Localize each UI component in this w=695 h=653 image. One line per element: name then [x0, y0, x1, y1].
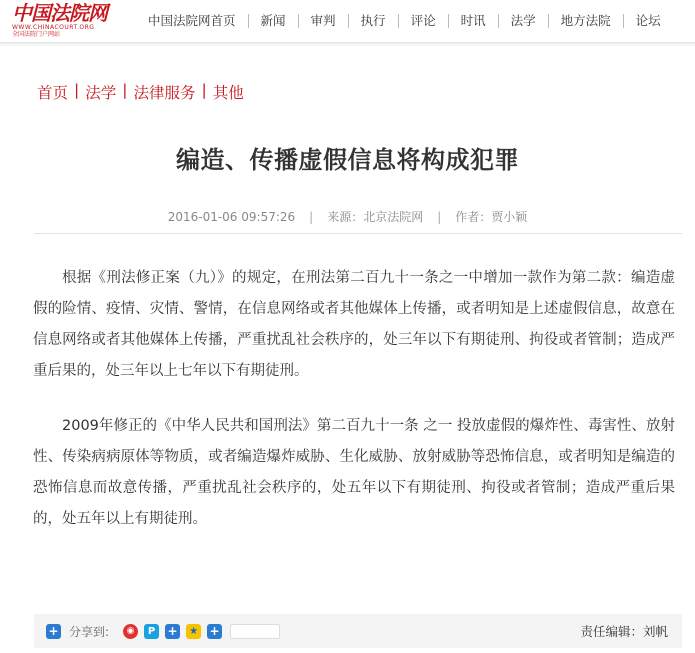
article-source: 来源：北京法院网: [327, 210, 424, 224]
article-paragraph: 根据《刑法修正案（九）》的规定，在刑法第二百九十一条之一中增加一款作为第二款：编造虚假的险情、疫情、灾情、警情，在信息网络或者其他媒体上传播，或者明知是上述虚假信息，故意在信息网络或者其他媒体上传播，严重扰乱社会秩序的，处三年以下有期徒刑、拘役或者管制；造成严重后果的，处三年以上七年以下有期徒刑。: [33, 270, 675, 379]
breadcrumb-separator: |: [201, 81, 207, 99]
logo-text: 中国法院网: [12, 1, 107, 25]
logo-url: WWW.CHINACOURT.ORG: [12, 24, 95, 31]
header-shadow: [0, 43, 695, 47]
nav-item-trial[interactable]: 审判: [310, 13, 336, 28]
article-footer: [34, 614, 682, 648]
nav-item-commentary[interactable]: 评论: [410, 13, 436, 28]
article-author: 作者：贾小颖: [455, 210, 528, 224]
nav-item-bulletin[interactable]: 时讯: [460, 13, 486, 28]
site-logo[interactable]: [12, 2, 108, 42]
nav-item-home[interactable]: 中国法院网首页: [148, 13, 236, 28]
breadcrumb-home[interactable]: 首页: [37, 84, 69, 102]
meta-divider: |: [437, 210, 442, 224]
article-body: [33, 263, 675, 559]
breadcrumb: [37, 81, 244, 103]
breadcrumb-other[interactable]: 其他: [212, 84, 244, 102]
nav-item-law[interactable]: 法学: [510, 13, 536, 28]
article-date: 2016-01-06 09:57:26: [167, 210, 296, 224]
share-add-icon[interactable]: +: [165, 624, 180, 639]
breadcrumb-separator: |: [74, 81, 80, 99]
top-bar: [0, 0, 695, 43]
nav-item-execution[interactable]: 执行: [360, 13, 386, 28]
article-meta: [0, 208, 695, 225]
nav-item-local-courts[interactable]: 地方法院: [560, 13, 611, 28]
responsible-editor: 责任编辑：刘帆: [580, 624, 668, 639]
share-count-box: [230, 624, 280, 639]
article-title: 编造、传播虚假信息将构成犯罪: [176, 146, 519, 174]
nav-item-news[interactable]: 新闻: [260, 13, 286, 28]
logo-subtitle: 全国法院门户网站: [12, 31, 61, 38]
breadcrumb-law[interactable]: 法学: [85, 84, 117, 102]
title-divider: [34, 233, 682, 234]
article-paragraph: 2009年修正的《中华人民共和国刑法》第二百九十一条 之一 投放虚假的爆炸性、毒害性、放射性、传染病病原体等物质，或者编造爆炸威胁、生化威胁、放射威胁等恐怖信息，或者明知是编造的恐怖信息而故意传播，严重扰乱社会秩序的，处五年以下有期徒刑、拘役或者管制；造成严重后果的，处五年以上有期徒刑。: [33, 418, 675, 527]
weibo-icon[interactable]: ◉: [123, 624, 138, 639]
meta-divider: |: [309, 210, 314, 224]
nav-item-forum[interactable]: 论坛: [635, 13, 661, 28]
qzone-icon[interactable]: ★: [186, 624, 201, 639]
share-more-icon[interactable]: +: [46, 624, 61, 639]
share-plus-icon[interactable]: +: [207, 624, 222, 639]
main-nav: [136, 0, 673, 42]
share-label: 分享到:: [69, 624, 110, 639]
breadcrumb-legal-services[interactable]: 法律服务: [133, 84, 196, 102]
share-bar: [46, 623, 280, 640]
breadcrumb-separator: |: [122, 81, 128, 99]
tencent-weibo-icon[interactable]: P: [144, 624, 159, 639]
